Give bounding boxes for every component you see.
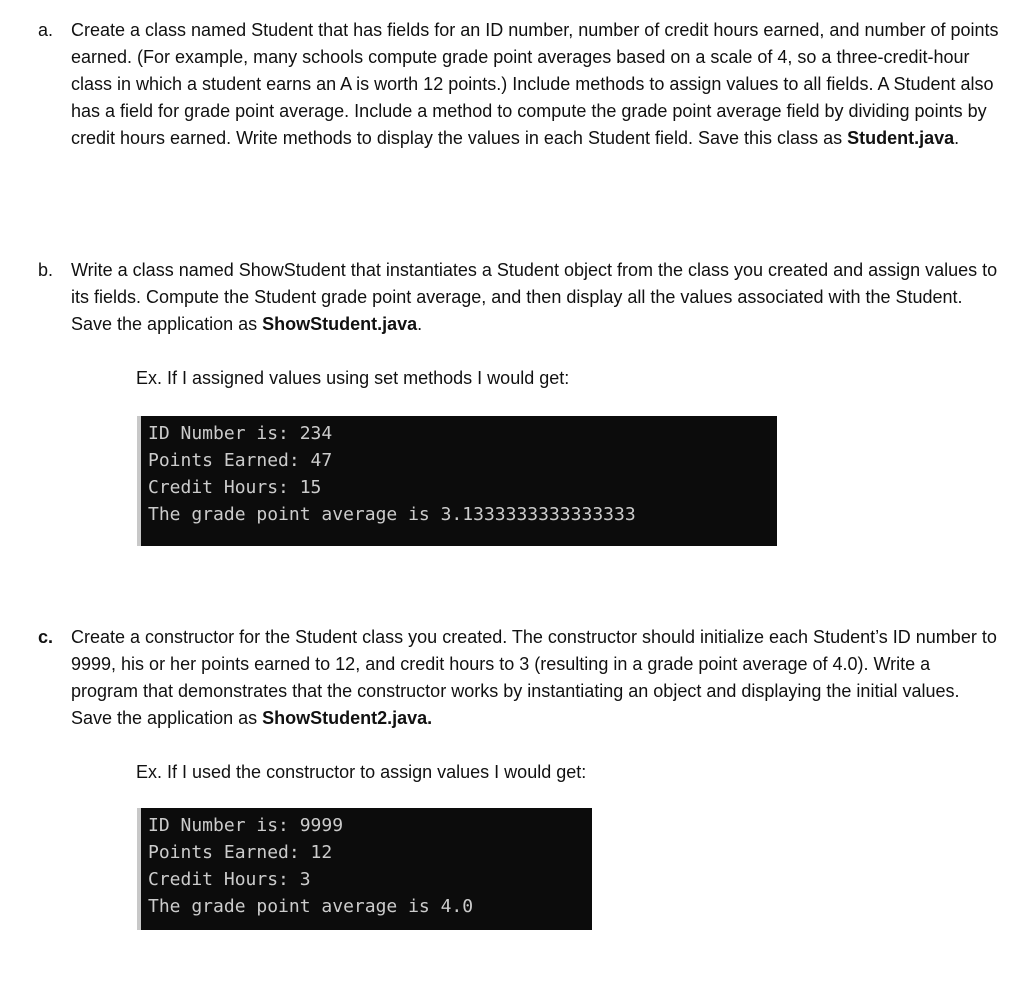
console-line: Points Earned: 12 [148, 842, 333, 863]
item-a-paragraph [71, 17, 1001, 152]
item-b-filename: ShowStudent.java [262, 314, 418, 334]
console-line: The grade point average is 4.0 [148, 896, 474, 917]
item-c-text: Create a constructor for the Student class you created. The constructor should initialize each Student’s ID number to 9999, his or her points earned to 12, and credit hours to 3 (resulting in a grade point average of 4.0). Write a program that demonstrates that the constructor works by instantiating an object and displaying the initial values. Save the application as [71, 627, 997, 728]
item-b-tail: . [417, 314, 423, 334]
item-c-filename: ShowStudent2.java. [262, 708, 433, 728]
item-a-text: Create a class named Student that has fields for an ID number, number of credit hours earned, and number of points earned. (For example, many schools compute grade point averages based on a scale of 4, so a three-credit-hour class in which a student earns an A is worth 12 points.) Include methods to assign values to all fields. A Student also has a field for grade point average. Include a method to compute the grade point average field by dividing points by credit hours earned. Write methods to display the values in each Student field. Save this class as [71, 20, 999, 148]
console-line: Credit Hours: 15 [148, 477, 322, 498]
item-b-text: Write a class named ShowStudent that instantiates a Student object from the class you created and assign values to its fields. Compute the Student grade point average, and then display all the values associated with the Student. Save the application as [71, 260, 998, 334]
item-b-paragraph [71, 257, 1001, 338]
item-b-console-output [137, 416, 777, 546]
console-line: Points Earned: 47 [148, 450, 333, 471]
console-line: ID Number is: 234 [148, 423, 333, 444]
item-c-example-label: Ex. If I used the constructor to assign values I would get: [136, 762, 587, 782]
console-line: Credit Hours: 3 [148, 869, 311, 890]
item-b-example-label: Ex. If I assigned values using set methods I would get: [136, 368, 570, 388]
console-line: ID Number is: 9999 [148, 815, 344, 836]
item-b-marker: b. [38, 260, 54, 280]
item-c-paragraph [71, 624, 1001, 732]
item-a-filename: Student.java [847, 128, 955, 148]
item-c-console-output [137, 808, 592, 930]
item-c-marker: c. [38, 627, 54, 647]
item-a-tail: . [954, 128, 960, 148]
item-a-marker: a. [38, 20, 54, 40]
console-line: The grade point average is 3.1333333333333333 [148, 504, 636, 525]
